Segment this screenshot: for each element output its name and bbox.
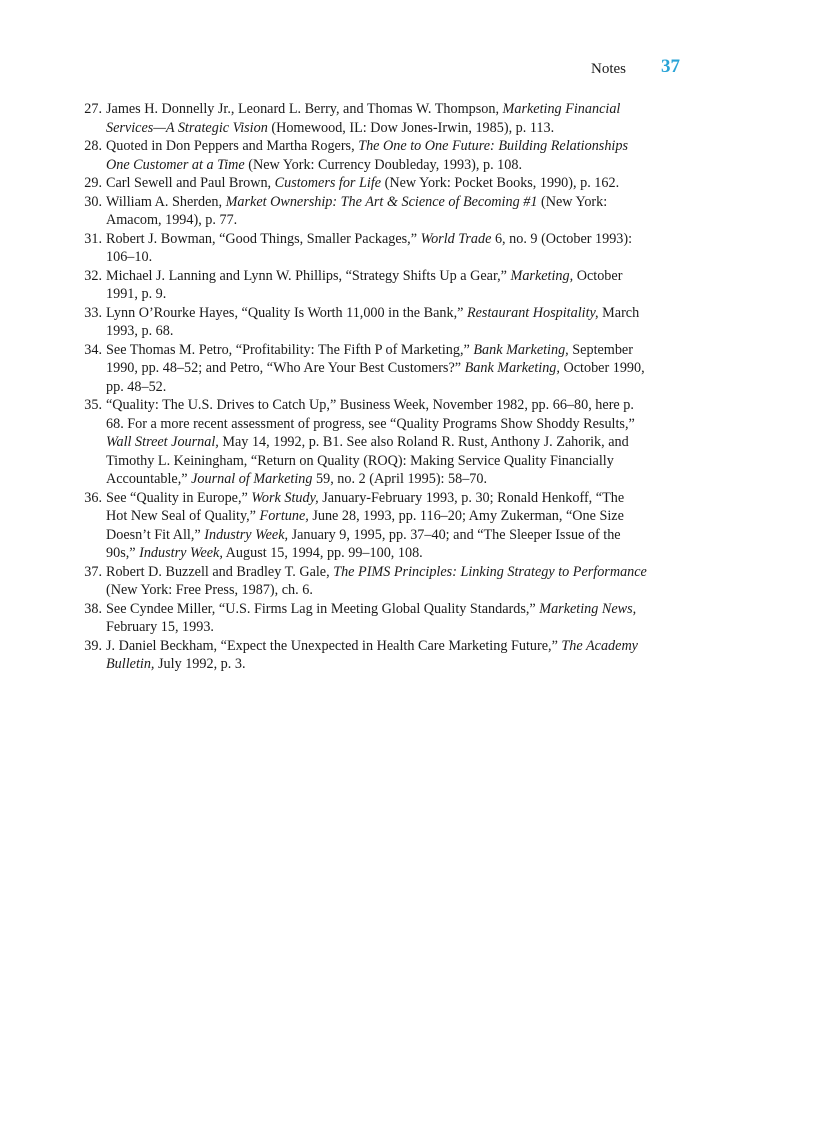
endnote-item <box>78 600 648 637</box>
endnote-number: 36. <box>84 489 102 506</box>
endnote-item <box>78 137 648 174</box>
endnote-text: July 1992, p. 3. <box>154 656 246 672</box>
endnote-title: Marketing News, <box>539 600 637 617</box>
endnote-item <box>78 267 648 304</box>
endnote-text: See “Quality in Europe,” <box>106 489 252 506</box>
endnote-text: See Cyndee Miller, “U.S. Firms Lag in Meeting Global Quality Standards,” <box>106 600 540 617</box>
endnote-title: The Academy Bulletin, <box>106 637 638 672</box>
endnote-title: Wall Street Journal, <box>106 434 219 450</box>
endnote-item <box>78 174 648 193</box>
endnote-item <box>78 341 648 397</box>
endnote-item <box>78 193 648 230</box>
endnote-text: 6, no. 9 (October 1993): 106–10. <box>106 230 633 265</box>
endnote-text: February 15, 1993. <box>106 619 214 635</box>
endnote-title: Industry Week, <box>139 545 223 561</box>
endnote-text: June 28, 1993, pp. 116–20; Amy Zukerman, “One Size Doesn’t Fit All,” <box>106 508 624 543</box>
endnote-text: 59, no. 2 (April 1995): 58–70. <box>312 471 488 487</box>
endnote-number: 29. <box>84 175 102 191</box>
endnote-title: Journal of Marketing <box>191 471 313 487</box>
running-header <box>0 56 816 82</box>
endnote-text: Quoted in Don Peppers and Martha Rogers, <box>106 138 359 154</box>
endnote-title: Work Study, <box>251 489 319 506</box>
endnote-number: 34. <box>84 341 102 358</box>
endnote-number: 28. <box>84 138 102 154</box>
endnote-text: January-February 1993, p. 30; Ronald Henkoff, “The Hot New Seal of Quality,” <box>106 489 625 524</box>
endnote-title: Bank Marketing, <box>473 341 569 358</box>
endnote-text: Lynn O’Rourke Hayes, “Quality Is Worth 11,000 in the Bank,” <box>106 304 467 321</box>
endnote-text: J. Daniel Beckham, “Expect the Unexpected in Health Care Marketing Future,” <box>106 637 562 654</box>
endnote-item <box>78 304 648 341</box>
endnote-title: Customers for Life <box>274 175 382 191</box>
endnote-number: 32. <box>84 267 102 284</box>
endnote-text: (New York: Amacom, 1994), p. 77. <box>106 193 608 228</box>
endnote-item <box>78 637 648 674</box>
endnote-title: Marketing, <box>510 267 574 284</box>
endnote-text: March 1993, p. 68. <box>106 304 640 339</box>
endnote-title: Fortune, <box>259 508 309 524</box>
endnote-text: William A. Sherden, <box>106 193 226 210</box>
endnote-title: The PIMS Principles: Linking Strategy to Performance <box>333 563 647 580</box>
endnote-text: (New York: Pocket Books, 1990), p. 162. <box>381 175 620 191</box>
endnote-number: 38. <box>84 600 102 617</box>
endnote-text: (New York: Free Press, 1987), ch. 6. <box>106 582 313 598</box>
endnote-item <box>78 230 648 267</box>
endnote-title: Bank Marketing, <box>464 360 560 376</box>
endnote-number: 33. <box>84 304 102 321</box>
endnote-title: The One to One Future: Building Relationships One Customer at a Time <box>106 138 628 173</box>
endnote-number: 35. <box>84 397 102 413</box>
page-number: 37 <box>661 56 680 77</box>
endnote-number: 37. <box>84 563 102 580</box>
endnotes-list <box>78 100 648 674</box>
endnote-item <box>78 489 648 563</box>
header-label: Notes <box>591 61 626 77</box>
endnote-title: World Trade <box>420 230 492 247</box>
endnote-title: Marketing Financial Services—A Strategic Vision <box>106 101 621 136</box>
endnote-text: Robert J. Bowman, “Good Things, Smaller Packages,” <box>106 230 421 247</box>
endnote-text: See Thomas M. Petro, “Profitability: The Fifth P of Marketing,” <box>106 341 474 358</box>
endnote-text: Carl Sewell and Paul Brown, <box>106 175 275 191</box>
endnote-title: Restaurant Hospitality, <box>466 304 599 321</box>
endnote-text: (Homewood, IL: Dow Jones-Irwin, 1985), p. 113. <box>267 119 555 136</box>
endnote-text: Michael J. Lanning and Lynn W. Phillips, “Strategy Shifts Up a Gear,” <box>106 267 511 284</box>
endnote-item <box>78 100 648 137</box>
endnote-text: January 9, 1995, pp. 37–40; and “The Sleeper Issue of the 90s,” <box>106 526 621 561</box>
endnote-text: (New York: Currency Doubleday, 1993), p. 108. <box>244 156 523 173</box>
endnote-number: 39. <box>84 637 102 654</box>
endnote-text: Robert D. Buzzell and Bradley T. Gale, <box>106 563 334 580</box>
endnote-number: 31. <box>84 230 102 247</box>
endnote-text: “Quality: The U.S. Drives to Catch Up,” Business Week, November 1982, pp. 66–80, here p. 68. For a more recent assessment of progress, see “Quality Programs Show Shoddy Results,” <box>106 397 635 432</box>
endnote-item <box>78 563 648 600</box>
endnote-text: James H. Donnelly Jr., Leonard L. Berry, and Thomas W. Thompson, <box>106 101 503 117</box>
endnote-text: May 14, 1992, p. B1. See also Roland R. Rust, Anthony J. Zahorik, and Timothy L. Keiningham, “Return on Quality (ROQ): Making Service Quality Financially Accountable,” <box>106 434 629 487</box>
endnote-text: September 1990, pp. 48–52; and Petro, “Who Are Your Best Customers?” <box>106 341 633 376</box>
endnote-text: October 1990, pp. 48–52. <box>106 360 645 395</box>
endnote-text: October 1991, p. 9. <box>106 267 623 302</box>
endnote-title: Market Ownership: The Art & Science of Becoming #1 <box>225 193 538 210</box>
endnote-title: Industry Week, <box>204 526 289 543</box>
endnote-number: 27. <box>84 101 102 117</box>
endnote-number: 30. <box>84 193 102 210</box>
endnote-text: August 15, 1994, pp. 99–100, 108. <box>222 545 423 561</box>
endnote-item <box>78 396 648 489</box>
